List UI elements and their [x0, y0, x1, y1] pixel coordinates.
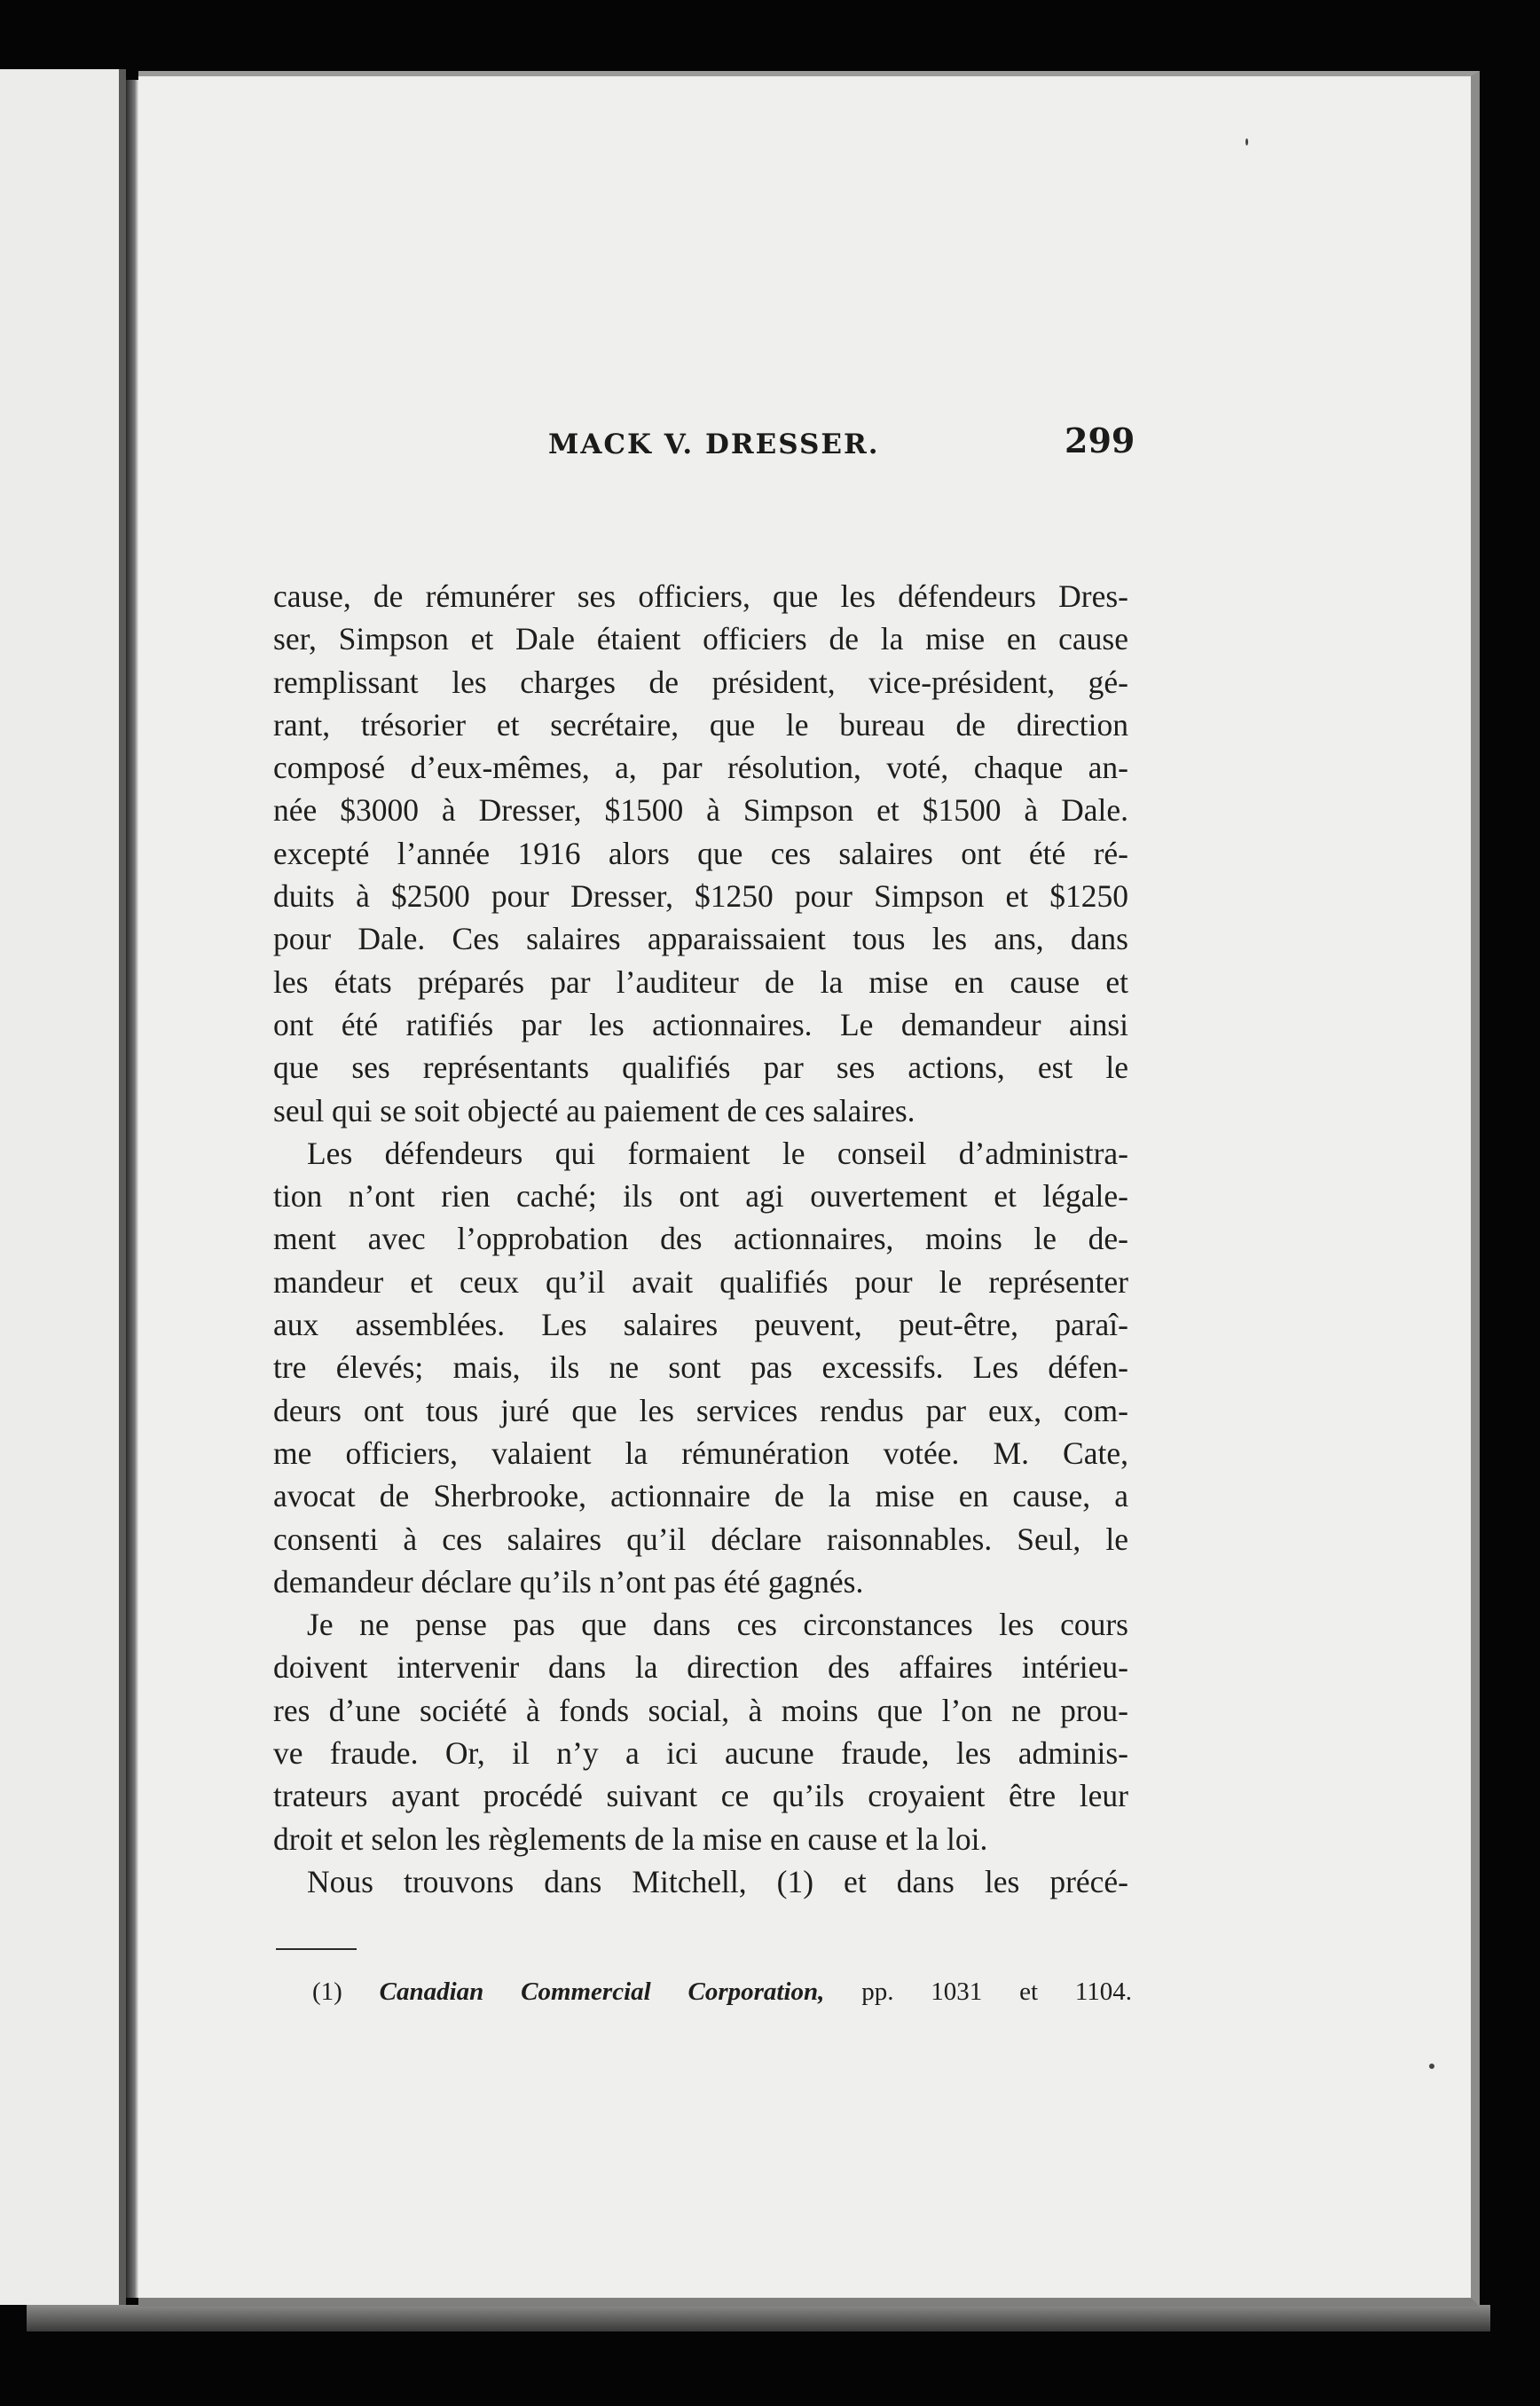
text-line: remplissant les charges de président, vice-président, gé-	[273, 664, 1128, 700]
text-line: tre élevés; mais, ils ne sont pas excessifs. Les défen-	[273, 1349, 1128, 1386]
page-header	[138, 421, 1480, 482]
text-line: Nous trouvons dans Mitchell, (1) et dans les précé-	[307, 1863, 1128, 1899]
footnote	[312, 1977, 1132, 2007]
text-line: deurs ont tous juré que les services rendus par eux, com-	[273, 1392, 1128, 1428]
text-line: res d’une société à fonds social, à moins que l’on ne prou-	[273, 1692, 1128, 1728]
text-line: Je ne pense pas que dans ces circonstances les cours	[307, 1607, 1128, 1643]
text-line: née $3000 à Dresser, $1500 à Simpson et $1500 à Dale.	[273, 792, 1128, 829]
text-line: consenti à ces salaires qu’il déclare raisonnables. Seul, le	[273, 1521, 1128, 1557]
text-line: ve fraude. Or, il n’y a ici aucune fraude, les adminis-	[273, 1735, 1128, 1772]
text-line: doivent intervenir dans la direction des affaires intérieu-	[273, 1649, 1128, 1686]
book-page	[138, 71, 1480, 2307]
page-number: 299	[1065, 421, 1135, 460]
page-bottom-rim	[27, 2305, 1490, 2331]
text-line: composé d’eux-mêmes, a, par résolution, voté, chaque an-	[273, 750, 1128, 786]
running-head: MACK V. DRESSER.	[548, 429, 880, 460]
text-line: trateurs ayant procédé suivant ce qu’ils croyaient être leur	[273, 1778, 1128, 1814]
text-line: droit et selon les règlements de la mise en cause et la loi.	[273, 1820, 988, 1857]
text-line: ment avec l’opprobation des actionnaires, moins le de-	[273, 1221, 1128, 1257]
footnote-pages: pp. 1031 et 1104.	[861, 1977, 1133, 2006]
text-line: avocat de Sherbrooke, actionnaire de la mise en cause, a	[273, 1478, 1128, 1514]
text-line: demandeur déclare qu’ils n’ont pas été gagnés.	[273, 1563, 864, 1600]
text-line: seul qui se soit objecté au paiement de ces salaires.	[273, 1092, 915, 1128]
text-line: me officiers, valaient la rémunération votée. M. Cate,	[273, 1435, 1128, 1471]
footnote-rule	[276, 1948, 357, 1950]
page-gutter-shadow	[126, 80, 138, 2298]
text-line: aux assemblées. Les salaires peuvent, peut-être, paraî-	[273, 1307, 1128, 1343]
text-line: cause, de rémunérer ses officiers, que les défendeurs Dres-	[273, 578, 1128, 614]
footnote-marker: (1)	[312, 1977, 342, 2006]
text-line: tion n’ont rien caché; ils ont agi ouvertement et légale-	[273, 1178, 1128, 1215]
text-line: ont été ratifiés par les actionnaires. Le demandeur ainsi	[273, 1006, 1128, 1042]
body-text	[273, 575, 1128, 1903]
text-line: les états préparés par l’auditeur de la mise en cause et	[273, 963, 1128, 1000]
scan-speck	[1429, 2064, 1434, 2069]
text-line: Les défendeurs qui formaient le conseil d’administra-	[307, 1135, 1128, 1171]
text-line: ser, Simpson et Dale étaient officiers de la mise en cause	[273, 621, 1128, 657]
text-line: rant, trésorier et secrétaire, que le bureau de direction	[273, 706, 1128, 743]
text-line: duits à $2500 pour Dresser, $1250 pour Simpson et $1250	[273, 878, 1128, 915]
text-line: pour Dale. Ces salaires apparaissaient tous les ans, dans	[273, 921, 1128, 957]
scan-speck	[1245, 138, 1248, 145]
previous-page-edge	[0, 69, 126, 2305]
footnote-title: Canadian Commercial Corporation,	[379, 1977, 825, 2006]
text-line: mandeur et ceux qu’il avait qualifiés pour le représenter	[273, 1263, 1128, 1300]
text-line: que ses représentants qualifiés par ses actions, est le	[273, 1050, 1128, 1086]
text-line: excepté l’année 1916 alors que ces salaires ont été ré-	[273, 835, 1128, 871]
